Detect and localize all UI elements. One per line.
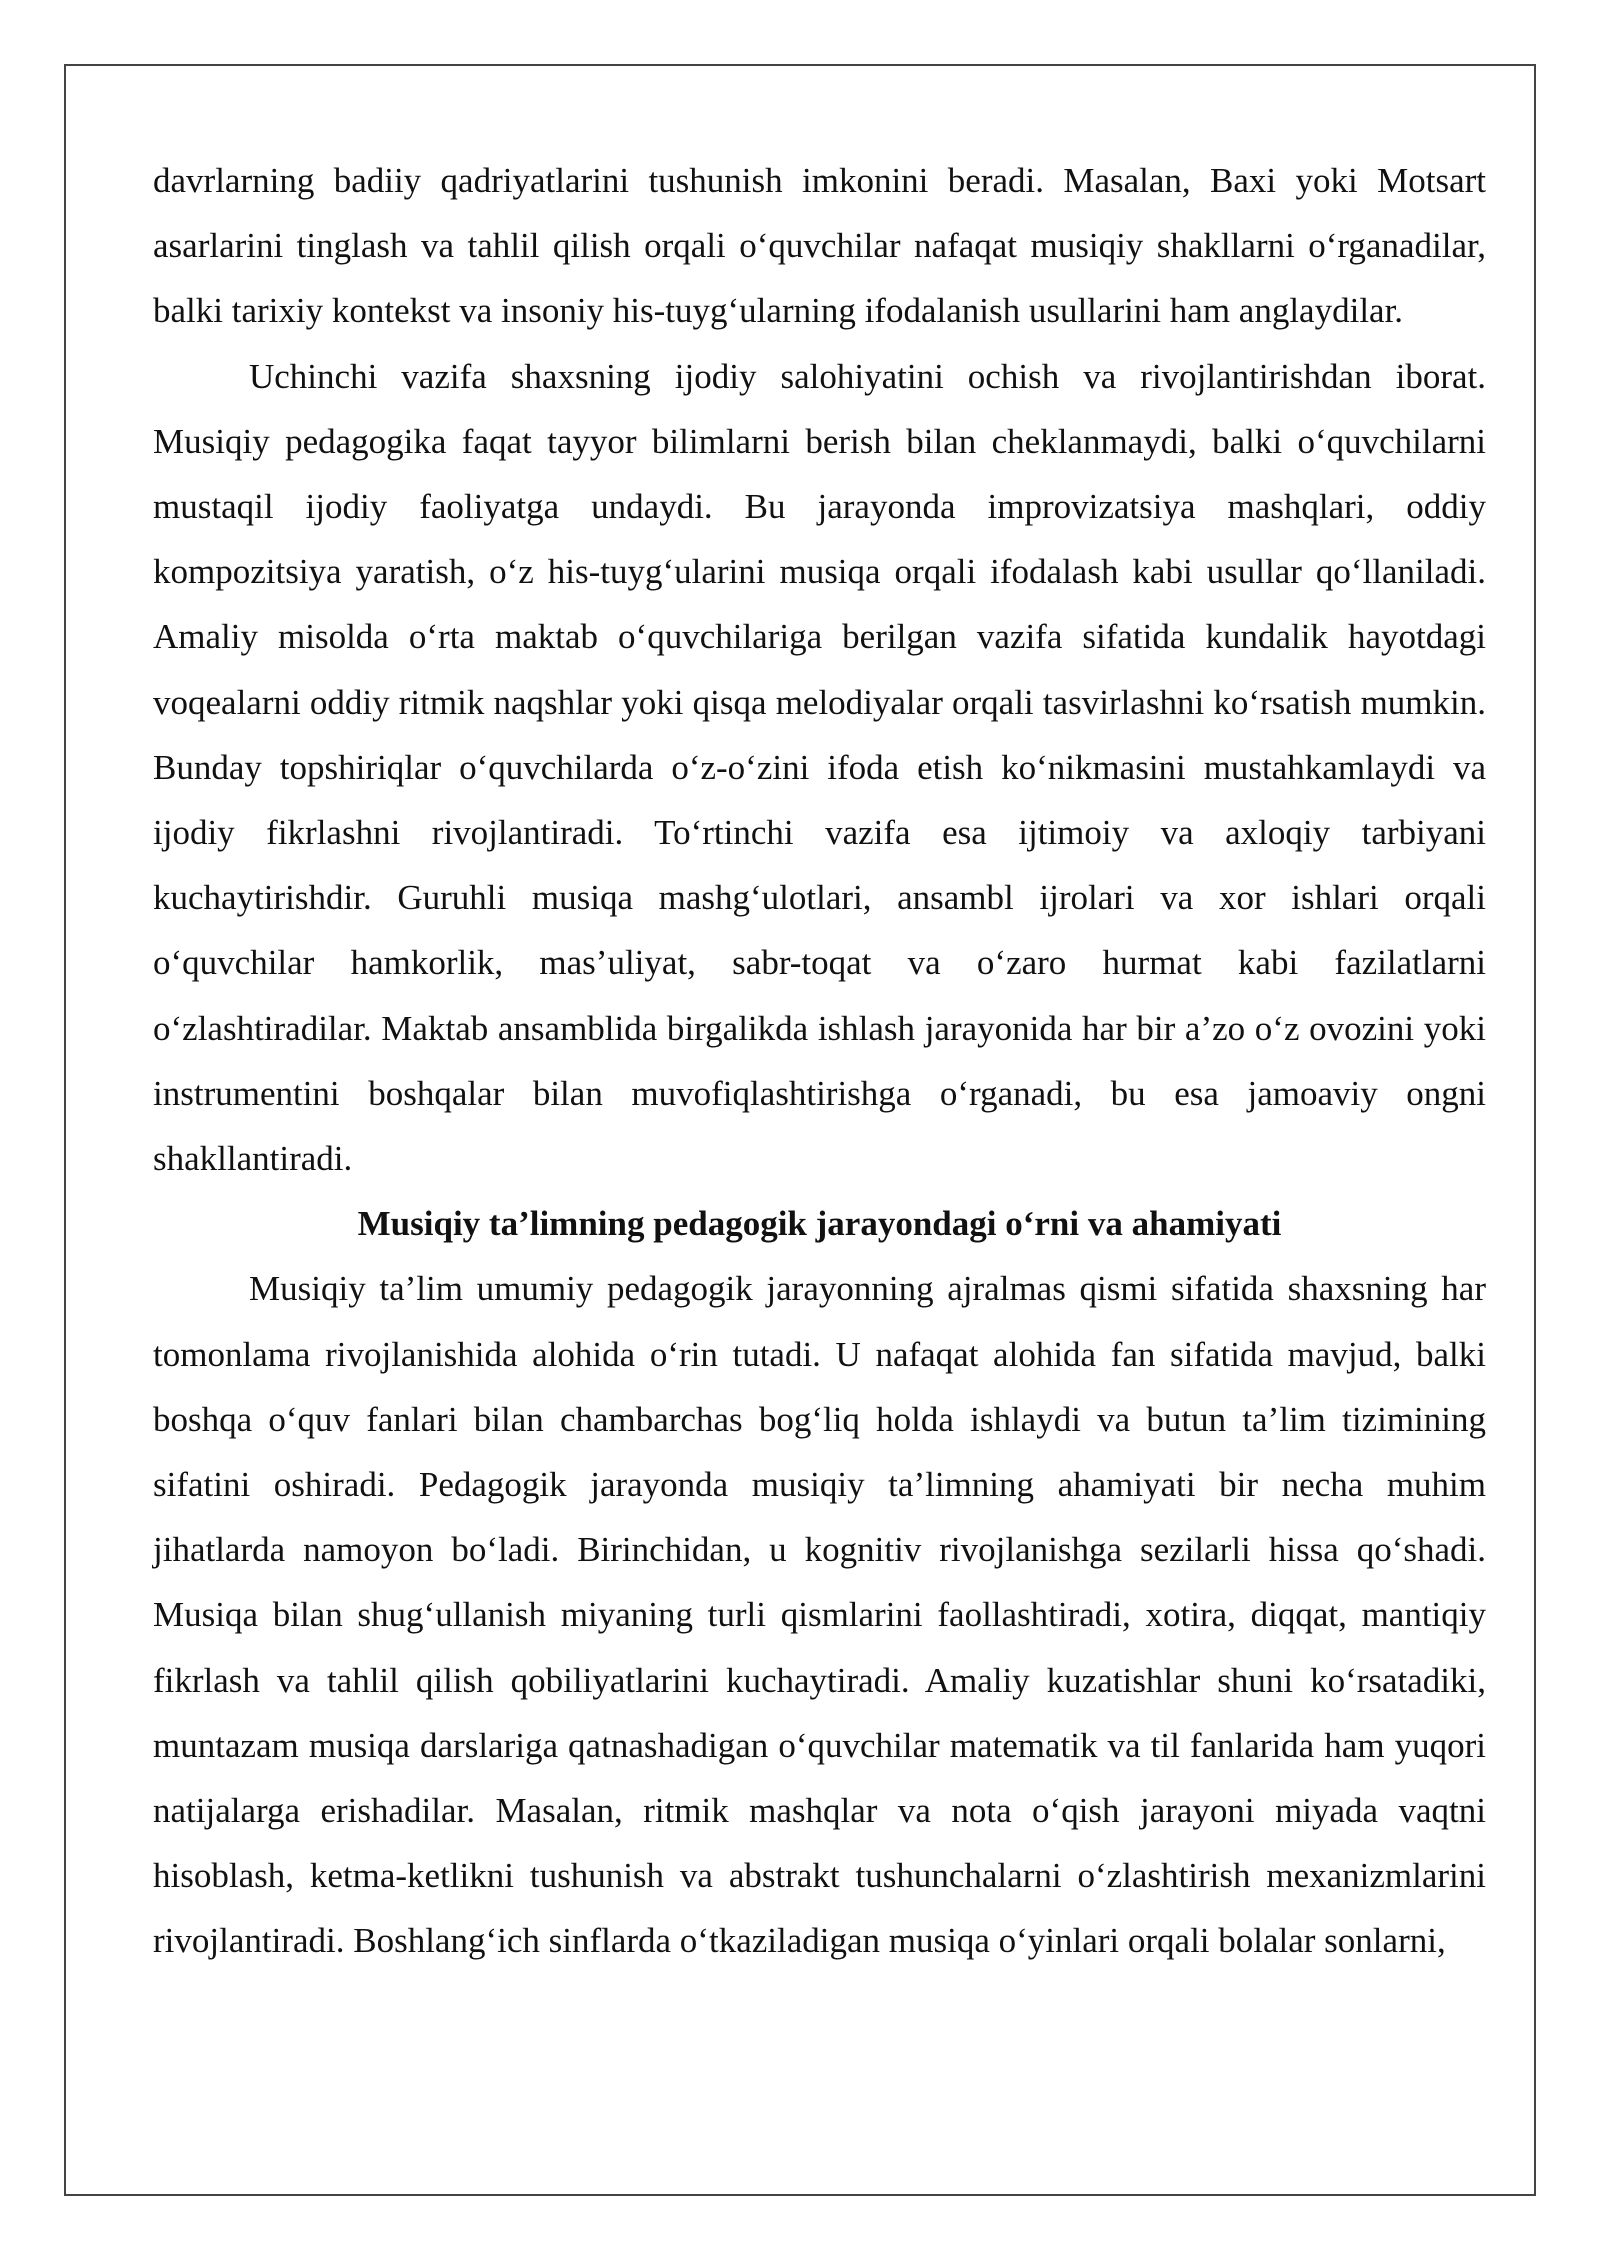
document-body xyxy=(153,148,1486,1974)
paragraph-music-education-role: Musiqiy ta’lim umumiy pedagogik jarayonning ajralmas qismi sifatida shaxsning har tomonlama rivojlanishida alohida o‘rin tutadi. U nafaqat alohida fan sifatida mavjud, balki boshqa o‘quv fanlari bilan chambarchas bog‘liq holda ishlaydi va butun ta’lim tizimining sifatini oshiradi. Pedagogik jarayonda musiqiy ta’limning ahamiyati bir necha muhim jihatlarda namoyon bo‘ladi. Birinchidan, u kognitiv rivojlanishga sezilarli hissa qo‘shadi. Musiqa bilan shug‘ullanish miyaning turli qismlarini faollashtiradi, xotira, diqqat, mantiqiy fikrlash va tahlil qilish qobiliyatlarini kuchaytiradi. Amaliy kuzatishlar shuni ko‘rsatadiki, muntazam musiqa darslariga qatnashadigan o‘quvchilar matematik va til fanlarida ham yuqori natijalarga erishadilar. Masalan, ritmik mashqlar va nota o‘qish jarayoni miyada vaqtni hisoblash, ketma-ketlikni tushunish va abstrakt tushunchalarni o‘zlashtirish mexanizmlarini rivojlantiradi. Boshlang‘ich sinflarda o‘tkaziladigan musiqa o‘yinlari orqali bolalar sonlarni, xyxy=(153,1269,1486,1961)
paragraph-continuation: davrlarning badiiy qadriyatlarini tushunish imkonini beradi. Masalan, Baxi yoki Motsart asarlarini tinglash va tahlil qilish orqali o‘quvchilar nafaqat musiqiy shakllarni o‘rganadilar, balki tarixiy kontekst va insoniy his-tuyg‘ularning ifodalanish usullarini ham anglaydilar. xyxy=(153,161,1486,331)
paragraph-third-task: Uchinchi vazifa shaxsning ijodiy salohiyatini ochish va rivojlantirishdan iborat. Musiqiy pedagogika faqat tayyor bilimlarni berish bilan cheklanmaydi, balki o‘quvchilarni mustaqil ijodiy faoliyatga undaydi. Bu jarayonda improvizatsiya mashqlari, oddiy kompozitsiya yaratish, o‘z his-tuyg‘ularini musiqa orqali ifodalash kabi usullar qo‘llaniladi. Amaliy misolda o‘rta maktab o‘quvchilariga berilgan vazifa sifatida kundalik hayotdagi voqealarni oddiy ritmik naqshlar yoki qisqa melodiyalar orqali tasvirlashni ko‘rsatish mumkin. Bunday topshiriqlar o‘quvchilarda o‘z-o‘zini ifoda etish ko‘nikmasini mustahkamlaydi va ijodiy fikrlashni rivojlantiradi. To‘rtinchi vazifa esa ijtimoiy va axloqiy tarbiyani kuchaytirishdir. Guruhli musiqa mashg‘ulotlari, ansambl ijrolari va xor ishlari orqali o‘quvchilar hamkorlik, mas’uliyat, sabr-toqat va o‘zaro hurmat kabi fazilatlarni o‘zlashtiradilar. Maktab ansamblida birgalikda ishlash jarayonida har bir a’zo o‘z ovozini yoki instrumentini boshqalar bilan muvofiqlashtirishga o‘rganadi, bu esa jamoaviy ongni shakllantiradi. xyxy=(153,356,1486,1179)
section-heading: Musiqiy ta’limning pedagogik jarayondagi o‘rni va ahamiyati xyxy=(357,1204,1282,1244)
